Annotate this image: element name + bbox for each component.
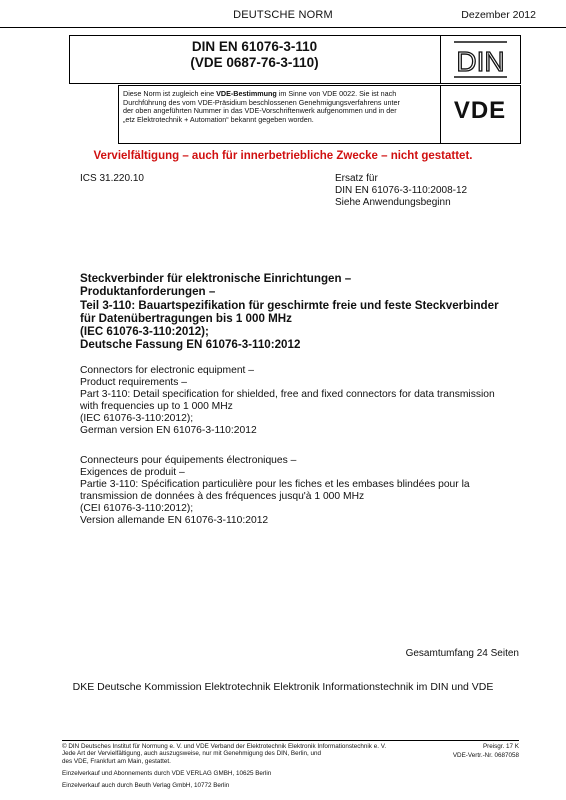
notice-emphasis: VDE-Bestimmung (216, 89, 277, 98)
norm-label: DEUTSCHE NORM (233, 9, 333, 21)
french-title-line: Exigences de produit – (80, 467, 185, 478)
notice-line-4: „etz Elektrotechnik + Automation“ bekannt gegeben worden. (123, 114, 314, 124)
ics-code: ICS 31.220.10 (80, 173, 144, 184)
german-title-line: Teil 3-110: Bauartspezifikation für geschirmte freie und feste Steckverbinder (80, 298, 499, 312)
notice-line-3: der oben angeführten Nummer in das VDE-Vorschriftenwerk aufgenommen und in der (123, 106, 397, 116)
english-title (80, 365, 520, 437)
reproduction-notice: Vervielfältigung – auch für innerbetriebliche Zwecke – nicht gestattet. (93, 150, 473, 162)
vde-order-number: VDE-Vertr.-Nr. 0687058 (452, 751, 519, 759)
din-logo-text: DIN (456, 46, 505, 77)
title-din-number: DIN EN 61076-3-110 (191, 39, 318, 54)
french-title-line: Connecteurs pour équipements électroniques – (80, 455, 297, 466)
replaced-standard: DIN EN 61076-3-110:2008-12 (335, 185, 468, 196)
german-title-line: Deutsche Fassung EN 61076-3-110:2012 (80, 338, 301, 352)
notice-line-2: Durchführung des vom VDE-Präsidium beschlossenen Genehmigungsverfahrens unter (123, 97, 400, 107)
english-title-line: German version EN 61076-3-110:2012 (80, 425, 257, 436)
din-logo (440, 35, 521, 84)
document-title (69, 39, 440, 71)
replacement-label: Ersatz für (335, 173, 378, 184)
vde-notice (123, 90, 438, 124)
german-title (80, 272, 520, 352)
publication-date: Dezember 2012 (461, 9, 536, 21)
german-title-line: Produktanforderungen – (80, 285, 216, 299)
notice-text: Diese Norm ist zugleich eine (123, 89, 217, 98)
footer-divider (62, 740, 519, 741)
french-title-line: Version allemande EN 61076-3-110:2012 (80, 515, 269, 526)
sales-info-vde: Einzelverkauf und Abonnements durch VDE VERLAG GMBH, 10625 Berlin (62, 770, 272, 777)
german-title-line: Steckverbinder für elektronische Einrichtungen – (80, 272, 352, 285)
french-title-line: (CEI 61076-3-110:2012); (80, 503, 194, 514)
german-title-line: (IEC 61076-3-110:2012); (80, 325, 209, 339)
application-start-note: Siehe Anwendungsbeginn (335, 197, 451, 208)
french-title-line: Partie 3-110: Spécification particulière pour les fiches et les embases blindées pour la (80, 479, 470, 490)
vde-logo: VDE (453, 97, 507, 124)
french-title-line: transmission de données à des fréquences jusqu'à 1 000 MHz (80, 491, 365, 502)
german-title-line: für Datenübertragungen bis 1 000 MHz (80, 311, 292, 325)
price-info (453, 743, 519, 760)
copyright-line: des VDE, Frankfurt am Main, gestattet. (62, 757, 171, 765)
replacement-info (335, 173, 467, 209)
english-title-line: Part 3-110: Detail specification for shielded, free and fixed connectors for data transmission (80, 389, 495, 400)
english-title-line: Product requirements – (80, 377, 188, 388)
total-pages: Gesamtumfang 24 Seiten (405, 648, 519, 659)
copyright-line: © DIN Deutsches Institut für Normung e. V. und VDE Verband der Elektrotechnik Elektronik Informationstechnik e. V. (62, 743, 387, 750)
copyright-line: Jede Art der Vervielfältigung, auch auszugsweise, nur mit Genehmigung des DIN, Berlin, und (62, 750, 322, 758)
english-title-line: Connectors for electronic equipment – (80, 365, 254, 376)
english-title-line: (IEC 61076-3-110:2012); (80, 413, 194, 424)
header-divider (0, 27, 566, 28)
english-title-line: with frequencies up to 1 000 MHz (80, 401, 233, 412)
din-logo-graphic (441, 36, 520, 83)
sales-info-beuth: Einzelverkauf auch durch Beuth Verlag GmbH, 10772 Berlin (62, 782, 230, 789)
title-vde-number: (VDE 0687-76-3-110) (190, 55, 319, 70)
committee-line: DKE Deutsche Kommission Elektrotechnik Elektronik Informationstechnik im DIN und VDE (72, 681, 494, 693)
french-title (80, 455, 520, 527)
copyright-notice (62, 743, 442, 765)
price-group: Preisgr. 17 K (482, 743, 519, 750)
notice-text: im Sinne von VDE 0022. Sie ist nach (276, 89, 397, 98)
